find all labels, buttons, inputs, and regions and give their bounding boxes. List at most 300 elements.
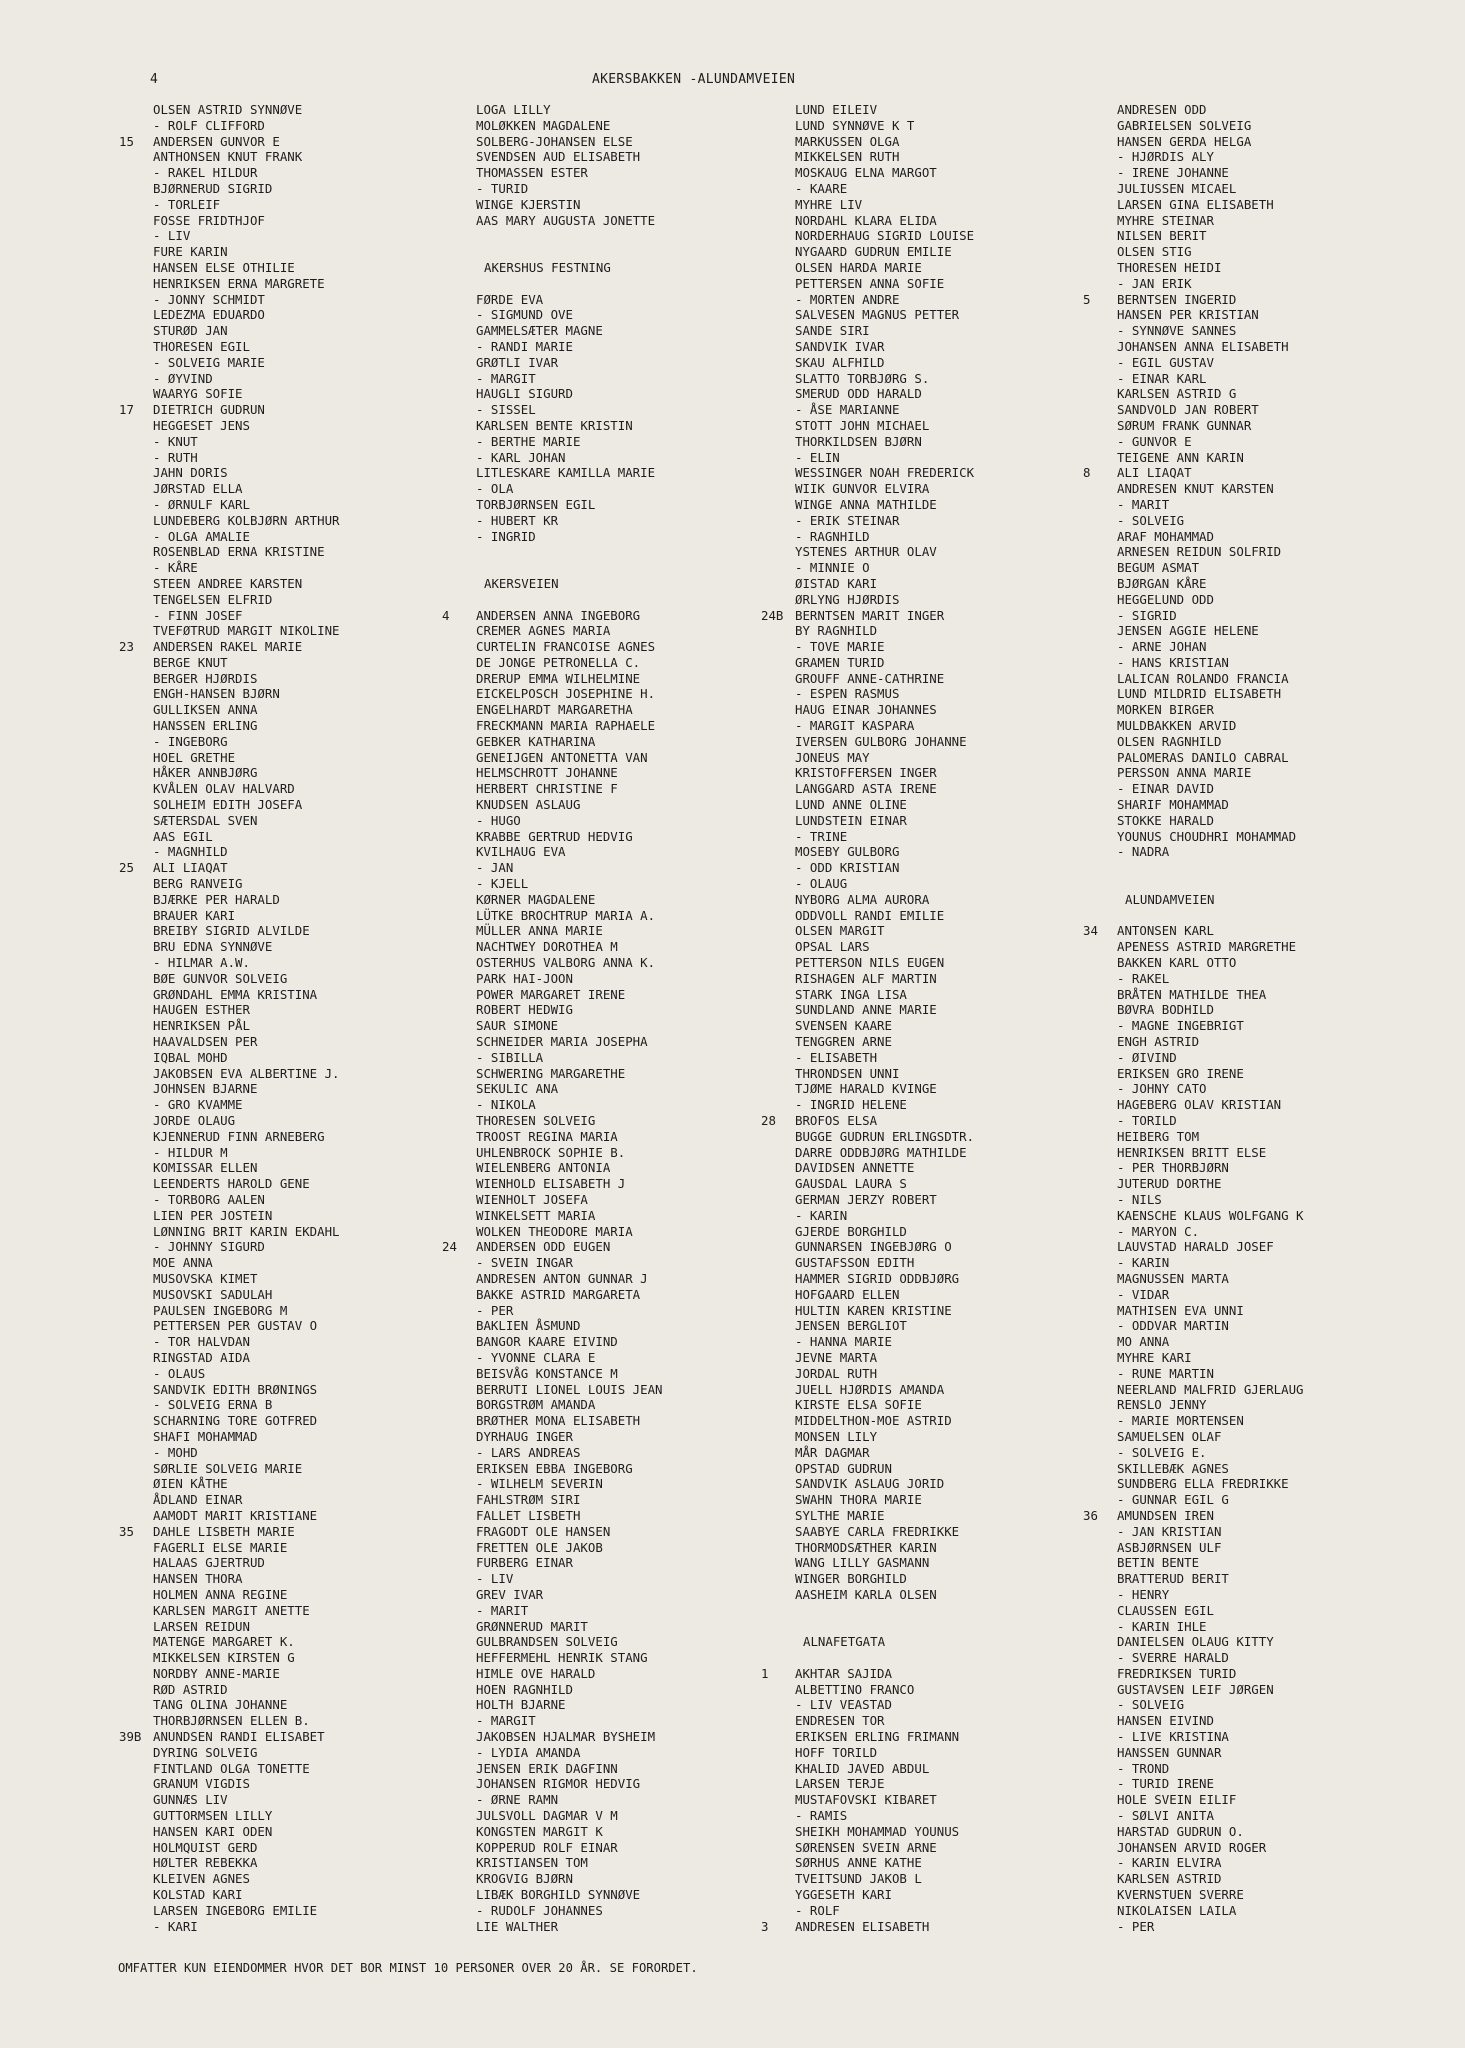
resident-name: - TRINE [795, 828, 848, 844]
resident-row [1117, 1903, 1447, 1919]
resident-row [795, 260, 1125, 276]
resident-row [795, 1239, 1125, 1255]
resident-name: KOLSTAD KARI [153, 1887, 243, 1903]
resident-row [153, 623, 483, 639]
resident-name: HAGEBERG OLAV KRISTIAN [1117, 1097, 1282, 1113]
resident-row [476, 497, 806, 513]
resident-name: ÅDLAND EINAR [153, 1492, 243, 1508]
resident-name: - EGIL GUSTAV [1117, 354, 1214, 370]
resident-row [795, 1429, 1125, 1445]
resident-name: WINKELSETT MARIA [476, 1207, 596, 1223]
resident-row [476, 1350, 806, 1366]
house-number: 3 [761, 1918, 769, 1934]
resident-row [153, 1129, 483, 1145]
resident-row [795, 781, 1125, 797]
resident-name: FRECKMANN MARIA RAPHAELE [476, 718, 656, 734]
resident-row [1117, 213, 1447, 229]
resident-row [1117, 544, 1447, 560]
resident-name: FURE KARIN [153, 244, 228, 260]
resident-row [1117, 1650, 1447, 1666]
resident-name: KARLSEN ASTRID [1117, 1871, 1222, 1887]
resident-row [153, 1555, 483, 1571]
resident-name: LARSEN TERJE [795, 1776, 885, 1792]
resident-row [795, 1903, 1125, 1919]
resident-row [476, 844, 806, 860]
resident-row [1117, 1429, 1447, 1445]
resident-row [153, 260, 483, 276]
resident-row [795, 228, 1125, 244]
resident-name: STARK INGA LISA [795, 986, 907, 1002]
street-heading-text: AKERSHUS FESTNING [484, 259, 611, 275]
resident-row [476, 1018, 806, 1034]
resident-name: BRATTERUD BERIT [1117, 1571, 1229, 1587]
resident-row [1117, 1476, 1447, 1492]
resident-name: SØRENSEN SVEIN ARNE [795, 1839, 937, 1855]
resident-row [1117, 197, 1447, 213]
resident-name: - RAGNHILD [795, 528, 870, 544]
resident-row [153, 1081, 483, 1097]
resident-name: SLATTO TORBJØRG S. [795, 370, 930, 386]
resident-name: - TURID [476, 180, 529, 196]
resident-name: - ARNE JOHAN [1117, 639, 1207, 655]
resident-row [1117, 797, 1447, 813]
resident-row [476, 1571, 806, 1587]
resident-name: SØRLIE SOLVEIG MARIE [153, 1460, 303, 1476]
resident-row [795, 1066, 1125, 1082]
house-number: 24B [761, 607, 784, 623]
resident-name: JORDE OLAUG [153, 1113, 236, 1128]
resident-name: - ODD KRISTIAN [795, 860, 900, 876]
resident-row [476, 371, 806, 387]
resident-name: ANUNDSEN RANDI ELISABET [153, 1729, 325, 1745]
house-number: 15 [119, 133, 134, 149]
resident-row [1117, 1492, 1447, 1508]
resident-row [476, 1840, 806, 1856]
resident-row [761, 1113, 1125, 1129]
resident-name: - WILHELM SEVERIN [476, 1476, 603, 1492]
resident-name: WINGE KJERSTIN [476, 196, 581, 212]
resident-row [476, 450, 806, 466]
resident-row [476, 1192, 806, 1208]
resident-name: DYRHAUG INGER [476, 1428, 573, 1444]
resident-name: LANGGARD ASTA IRENE [795, 781, 937, 797]
resident-name: TENGELSEN ELFRID [153, 591, 273, 607]
resident-row [153, 1508, 483, 1524]
resident-row [1117, 1682, 1447, 1698]
resident-name: EICKELPOSCH JOSEPHINE H. [476, 686, 656, 702]
resident-row [476, 1160, 806, 1176]
resident-row [1117, 1018, 1447, 1034]
resident-name: HENRIKSEN ERNA MARGRETE [153, 275, 325, 291]
resident-name: - JAN KRISTIAN [1117, 1523, 1222, 1539]
resident-row [1117, 1413, 1447, 1429]
resident-name: GUNNÆS LIV [153, 1792, 228, 1808]
resident-name: BJØRGAN KÅRE [1117, 575, 1207, 591]
spacer-row [476, 244, 806, 260]
resident-row [1117, 481, 1447, 497]
resident-row [153, 292, 483, 308]
resident-name: YSTENES ARTHUR OLAV [795, 544, 937, 560]
resident-name: BETIN BENTE [1117, 1555, 1200, 1571]
resident-row [476, 955, 806, 971]
resident-name: - PER [1117, 1918, 1155, 1934]
resident-row [476, 1587, 806, 1603]
resident-row [795, 797, 1125, 813]
resident-name: ANDRESEN ODD [1117, 102, 1207, 117]
resident-row [795, 971, 1125, 987]
resident-name: LØNNING BRIT KARIN EKDAHL [153, 1223, 340, 1239]
resident-name: SHAFI MOHAMMAD [153, 1428, 258, 1444]
resident-name: HOLE SVEIN EILIF [1117, 1792, 1237, 1808]
resident-row [153, 1176, 483, 1192]
resident-row [476, 750, 806, 766]
resident-row [795, 1682, 1125, 1698]
resident-row [1117, 276, 1447, 292]
resident-name: SOLBERG-JOHANSEN ELSE [476, 133, 633, 149]
resident-name: GRANUM VIGDIS [153, 1776, 250, 1792]
resident-row [795, 1208, 1125, 1224]
resident-name: - SVEIN INGAR [476, 1255, 573, 1271]
resident-name: - OLAUG [795, 876, 848, 892]
resident-row [153, 576, 483, 592]
resident-row [476, 1634, 806, 1650]
resident-name: SWAHN THORA MARIE [795, 1492, 922, 1508]
resident-row [476, 623, 806, 639]
resident-row [476, 1081, 806, 1097]
resident-name: THORBJØRNSEN ELLEN B. [153, 1713, 310, 1729]
resident-row [153, 686, 483, 702]
resident-name: NORDBY ANNE-MARIE [153, 1665, 280, 1681]
resident-name: JOHANSEN ANNA ELISABETH [1117, 338, 1289, 354]
resident-name: ANDRESEN KNUT KARSTEN [1117, 481, 1274, 497]
resident-name: LARSEN GINA ELISABETH [1117, 196, 1274, 212]
resident-name: HANSEN EIVIND [1117, 1713, 1214, 1729]
resident-name: ØISTAD KARI [795, 575, 878, 591]
resident-name: BJØRNERUD SIGRID [153, 180, 273, 196]
resident-name: SANDVIK IVAR [795, 338, 885, 354]
resident-row [476, 197, 806, 213]
resident-name: - SOLVEIG [1117, 1697, 1185, 1713]
resident-row [153, 1603, 483, 1619]
resident-name: - JAN [476, 860, 514, 876]
resident-name: - MOHD [153, 1444, 198, 1460]
resident-row [1117, 623, 1447, 639]
resident-name: LUNDSTEIN EINAR [795, 812, 907, 828]
resident-name: PETTERSEN ANNA SOFIE [795, 275, 945, 291]
resident-row [153, 1761, 483, 1777]
resident-name: THORESEN EGIL [153, 338, 250, 354]
resident-row [476, 971, 806, 987]
resident-row [1117, 323, 1447, 339]
resident-row [795, 465, 1125, 481]
resident-row [153, 1287, 483, 1303]
resident-name: - FINN JOSEF [153, 607, 243, 623]
house-number: 5 [1083, 291, 1091, 307]
resident-name: WOLKEN THEODORE MARIA [476, 1223, 633, 1239]
resident-name: - TURID IRENE [1117, 1776, 1214, 1792]
resident-row [153, 513, 483, 529]
resident-row [476, 434, 806, 450]
resident-row [476, 1066, 806, 1082]
resident-name: RENSLO JENNY [1117, 1397, 1207, 1413]
resident-row [119, 860, 483, 876]
resident-row [476, 1855, 806, 1871]
resident-row [1117, 1160, 1447, 1176]
house-number: 23 [119, 639, 134, 655]
resident-name: SHARIF MOHAMMAD [1117, 797, 1229, 813]
house-number: 28 [761, 1113, 776, 1128]
spacer-row [1117, 876, 1447, 892]
resident-row [153, 797, 483, 813]
resident-row [476, 1792, 806, 1808]
resident-row [153, 434, 483, 450]
resident-name: DRERUP EMMA WILHELMINE [476, 670, 641, 686]
resident-name: KRISTIANSEN TOM [476, 1855, 588, 1871]
resident-row [795, 1176, 1125, 1192]
resident-name: OLSEN ASTRID SYNNØVE [153, 102, 303, 117]
resident-name: WINGER BORGHILD [795, 1571, 907, 1587]
resident-row [795, 1160, 1125, 1176]
resident-row [476, 513, 806, 529]
resident-row [795, 1555, 1125, 1571]
resident-name: OPSTAD GUDRUN [795, 1460, 892, 1476]
resident-name: FAGERLI ELSE MARIE [153, 1539, 288, 1555]
resident-name: PETTERSEN PER GUSTAV O [153, 1318, 318, 1334]
resident-name: - MORTEN ANDRE [795, 291, 900, 307]
resident-row [1117, 1792, 1447, 1808]
resident-row [153, 1540, 483, 1556]
resident-row [1117, 1066, 1447, 1082]
resident-row [795, 639, 1125, 655]
resident-row [153, 1271, 483, 1287]
resident-row [1117, 1034, 1447, 1050]
resident-name: HEFFERMEHL HENRIK STANG [476, 1650, 648, 1666]
resident-row [1117, 181, 1447, 197]
resident-row [153, 1303, 483, 1319]
resident-row [153, 1476, 483, 1492]
resident-row [476, 149, 806, 165]
resident-name: SANDE SIRI [795, 323, 870, 339]
resident-name: - MARIT [476, 1602, 529, 1618]
resident-name: STEEN ANDREE KARSTEN [153, 575, 303, 591]
resident-name: FOSSE FRIDTHJOF [153, 212, 265, 228]
resident-row [476, 908, 806, 924]
resident-row [1117, 844, 1447, 860]
resident-row [1117, 1555, 1447, 1571]
resident-row [476, 876, 806, 892]
resident-name: - INGEBORG [153, 733, 228, 749]
resident-name: STOKKE HARALD [1117, 812, 1214, 828]
resident-name: - MARGIT [476, 370, 536, 386]
resident-name: SAABYE CARLA FREDRIKKE [795, 1523, 960, 1539]
resident-row [795, 102, 1125, 118]
resident-row [761, 1918, 1125, 1935]
resident-row [476, 1824, 806, 1840]
resident-row [1117, 1366, 1447, 1382]
resident-row [795, 371, 1125, 387]
resident-row [795, 1334, 1125, 1350]
resident-name: - OLAUS [153, 1365, 206, 1381]
resident-row [476, 655, 806, 671]
resident-row [1117, 1587, 1447, 1603]
resident-row [795, 213, 1125, 229]
resident-row [1117, 1271, 1447, 1287]
resident-name: - LYDIA AMANDA [476, 1744, 581, 1760]
page-title: AKERSBAKKEN -ALUNDAMVEIEN [592, 72, 796, 87]
resident-row [795, 292, 1125, 308]
resident-row [795, 1192, 1125, 1208]
resident-row [795, 734, 1125, 750]
resident-name: - HANS KRISTIAN [1117, 654, 1229, 670]
resident-row [1117, 702, 1447, 718]
resident-row [1117, 576, 1447, 592]
resident-name: HENRIKSEN BRITT ELSE [1117, 1144, 1267, 1160]
resident-row [442, 1239, 806, 1255]
resident-row [1117, 1571, 1447, 1587]
resident-row [476, 686, 806, 702]
resident-row [1083, 291, 1447, 308]
resident-row [476, 529, 806, 545]
resident-name: DIETRICH GUDRUN [153, 402, 265, 418]
resident-name: GEBKER KATHARINA [476, 733, 596, 749]
spacer-row [1117, 860, 1447, 876]
resident-row [1117, 1540, 1447, 1556]
resident-name: ENGH ASTRID [1117, 1034, 1200, 1050]
resident-name: KRISTOFFERSEN INGER [795, 765, 937, 781]
resident-row [476, 386, 806, 402]
resident-row [476, 813, 806, 829]
resident-name: CLAUSSEN EGIL [1117, 1602, 1214, 1618]
resident-row [153, 813, 483, 829]
house-number: 34 [1083, 923, 1098, 939]
resident-row [153, 1397, 483, 1413]
resident-name: - KÅRE [153, 560, 198, 576]
resident-row [476, 481, 806, 497]
resident-row [153, 1461, 483, 1477]
resident-name: GAUSDAL LAURA S [795, 1176, 907, 1192]
resident-row [795, 355, 1125, 371]
resident-name: SCHWERING MARGARETHE [476, 1065, 626, 1081]
resident-row [476, 765, 806, 781]
resident-name: - OLGA AMALIE [153, 528, 250, 544]
resident-name: ANDERSEN GUNVOR E [153, 133, 280, 149]
resident-row [153, 655, 483, 671]
resident-row [795, 718, 1125, 734]
resident-name: OLSEN RAGNHILD [1117, 733, 1222, 749]
resident-row [795, 576, 1125, 592]
resident-row [153, 1318, 483, 1334]
resident-row [1117, 118, 1447, 134]
resident-name: BØVRA BODHILD [1117, 1002, 1214, 1018]
resident-row [153, 1634, 483, 1650]
resident-row [476, 671, 806, 687]
resident-name: MOE ANNA [153, 1255, 213, 1271]
resident-name: HANSEN ELSE OTHILIE [153, 259, 295, 275]
resident-row [476, 1603, 806, 1619]
resident-name: AASHEIM KARLA OLSEN [795, 1586, 937, 1602]
resident-name: RØD ASTRID [153, 1681, 228, 1697]
resident-row [476, 639, 806, 655]
resident-name: - KARIN [1117, 1255, 1170, 1271]
resident-name: JENSEN ERIK DAGFINN [476, 1760, 618, 1776]
resident-row [153, 908, 483, 924]
resident-name: BANGOR KAARE EIVIND [476, 1334, 618, 1350]
resident-row [1117, 1081, 1447, 1097]
resident-row [476, 1745, 806, 1761]
footer-note: OMFATTER KUN EIENDOMMER HVOR DET BOR MINST 10 PERSONER OVER 20 ÅR. SE FORORDET. [118, 1961, 698, 1975]
resident-name: AAS MARY AUGUSTA JONETTE [476, 212, 656, 228]
resident-name: - LARS ANDREAS [476, 1444, 581, 1460]
resident-row [795, 1840, 1125, 1856]
resident-row [1117, 955, 1447, 971]
resident-name: LUND MILDRID ELISABETH [1117, 686, 1282, 702]
resident-row [476, 1729, 806, 1745]
resident-name: OLSEN HARDA MARIE [795, 259, 922, 275]
resident-row [1117, 686, 1447, 702]
resident-name: - HUGO [476, 812, 521, 828]
resident-row [795, 1697, 1125, 1713]
resident-row [153, 244, 483, 260]
resident-name: ANDERSEN ODD EUGEN [476, 1239, 611, 1255]
resident-name: SALVESEN MAGNUS PETTER [795, 307, 960, 323]
resident-name: SVENSEN KAARE [795, 1018, 892, 1034]
resident-row [1117, 102, 1447, 118]
resident-name: KARLSEN ASTRID G [1117, 386, 1237, 402]
resident-name: SKILLEBÆK AGNES [1117, 1460, 1229, 1476]
resident-name: SUNDBERG ELLA FREDRIKKE [1117, 1476, 1289, 1492]
resident-name: THORESEN SOLVEIG [476, 1113, 596, 1128]
resident-name: - SIGMUND OVE [476, 307, 573, 323]
resident-name: LARSEN INGEBORG EMILIE [153, 1902, 318, 1918]
resident-name: ODDVOLL RANDI EMILIE [795, 907, 945, 923]
resident-row [1117, 1397, 1447, 1413]
resident-name: HAAVALDSEN PER [153, 1034, 258, 1050]
resident-row [795, 750, 1125, 766]
resident-name: HARSTAD GUDRUN O. [1117, 1823, 1244, 1839]
resident-row [1117, 1334, 1447, 1350]
resident-row [153, 481, 483, 497]
resident-name: GREV IVAR [476, 1586, 544, 1602]
resident-row [1117, 671, 1447, 687]
resident-name: MIKKELSEN RUTH [795, 149, 900, 165]
resident-row [795, 702, 1125, 718]
resident-name: ANTONSEN KARL [1117, 923, 1214, 939]
resident-row [153, 1050, 483, 1066]
resident-name: - GUNNAR EGIL G [1117, 1492, 1229, 1508]
resident-name: AKHTAR SAJIDA [795, 1665, 892, 1681]
resident-row [476, 323, 806, 339]
resident-name: JUELL HJØRDIS AMANDA [795, 1381, 945, 1397]
resident-row [153, 450, 483, 466]
resident-row [1117, 386, 1447, 402]
resident-row [795, 1492, 1125, 1508]
resident-name: - SYNNØVE SANNES [1117, 323, 1237, 339]
resident-name: BERGER HJØRDIS [153, 670, 258, 686]
resident-row [795, 450, 1125, 466]
resident-name: - ØRNULF KARL [153, 496, 250, 512]
resident-row [476, 829, 806, 845]
resident-name: JULIUSSEN MICAEL [1117, 180, 1237, 196]
resident-name: - GRO KVAMME [153, 1097, 243, 1113]
column-1 [119, 102, 483, 1934]
resident-name: ROSENBLAD ERNA KRISTINE [153, 544, 325, 560]
resident-name: BRU EDNA SYNNØVE [153, 939, 273, 955]
resident-row [153, 1792, 483, 1808]
resident-name: - TORBORG AALEN [153, 1191, 265, 1207]
resident-name: JORDAL RUTH [795, 1365, 878, 1381]
resident-name: THOMASSEN ESTER [476, 165, 588, 181]
resident-name: - KARIN ELVIRA [1117, 1855, 1222, 1871]
